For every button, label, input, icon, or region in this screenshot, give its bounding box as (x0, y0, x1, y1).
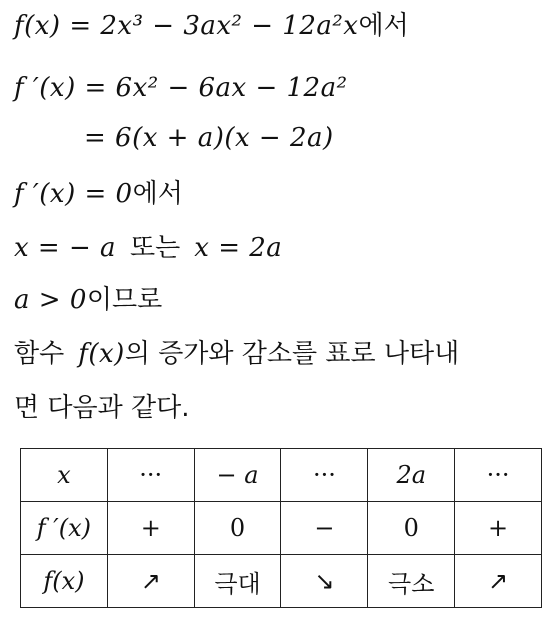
table-header-cell: x (21, 449, 108, 502)
table-cell: ··· (107, 449, 194, 502)
table-cell: + (107, 502, 194, 555)
table-cell: 극소 (368, 555, 455, 608)
equation-suffix: 에서 (132, 179, 183, 209)
equation-math: = 6(x + a)(x − 2a) (84, 123, 334, 153)
paragraph-line-1 (14, 336, 459, 372)
equation-suffix: 이므로 (86, 285, 163, 315)
paragraph-line-2 (14, 390, 190, 426)
table-cell: 극대 (194, 555, 281, 608)
equation-line-2 (14, 70, 348, 106)
table-row (21, 555, 542, 608)
equation-line-5 (14, 230, 282, 266)
equation-math-b: x = 2a (194, 233, 283, 263)
increasing-arrow-icon: ↗ (455, 555, 542, 608)
equation-suffix: 에서 (358, 11, 409, 41)
decreasing-arrow-icon: ↘ (281, 555, 368, 608)
equation-math-a: x = − a (14, 233, 117, 263)
table-cell: − a (194, 449, 281, 502)
paragraph-text: 면 다음과 같다. (14, 393, 190, 423)
table-cell: 0 (194, 502, 281, 555)
table-cell: − (281, 502, 368, 555)
increasing-arrow-icon: ↗ (107, 555, 194, 608)
table-row (21, 449, 542, 502)
equation-line-4 (14, 176, 183, 212)
equation-line-6 (14, 282, 162, 318)
paragraph-text: 의 증가와 감소를 표로 나타내 (124, 339, 460, 369)
table-header-cell: f ′(x) (21, 502, 108, 555)
table-cell: ··· (281, 449, 368, 502)
equation-math: f ′(x) = 6x² − 6ax − 12a² (14, 73, 348, 103)
table-cell: ··· (455, 449, 542, 502)
increase-decrease-table (20, 448, 542, 608)
equation-math: f(x) = 2x³ − 3ax² − 12a²x (14, 11, 359, 41)
equation-line-1 (14, 8, 409, 44)
table-cell: 0 (368, 502, 455, 555)
paragraph-text: 함수 (14, 339, 65, 369)
table-header-cell: f(x) (21, 555, 108, 608)
equation-line-3 (84, 120, 334, 156)
equation-math: a > 0 (14, 285, 87, 315)
table-cell: + (455, 502, 542, 555)
table-cell: 2a (368, 449, 455, 502)
equation-connector: 또는 (130, 233, 181, 263)
paragraph-math: f(x) (78, 339, 125, 369)
equation-math: f ′(x) = 0 (14, 179, 133, 209)
table-row (21, 502, 542, 555)
